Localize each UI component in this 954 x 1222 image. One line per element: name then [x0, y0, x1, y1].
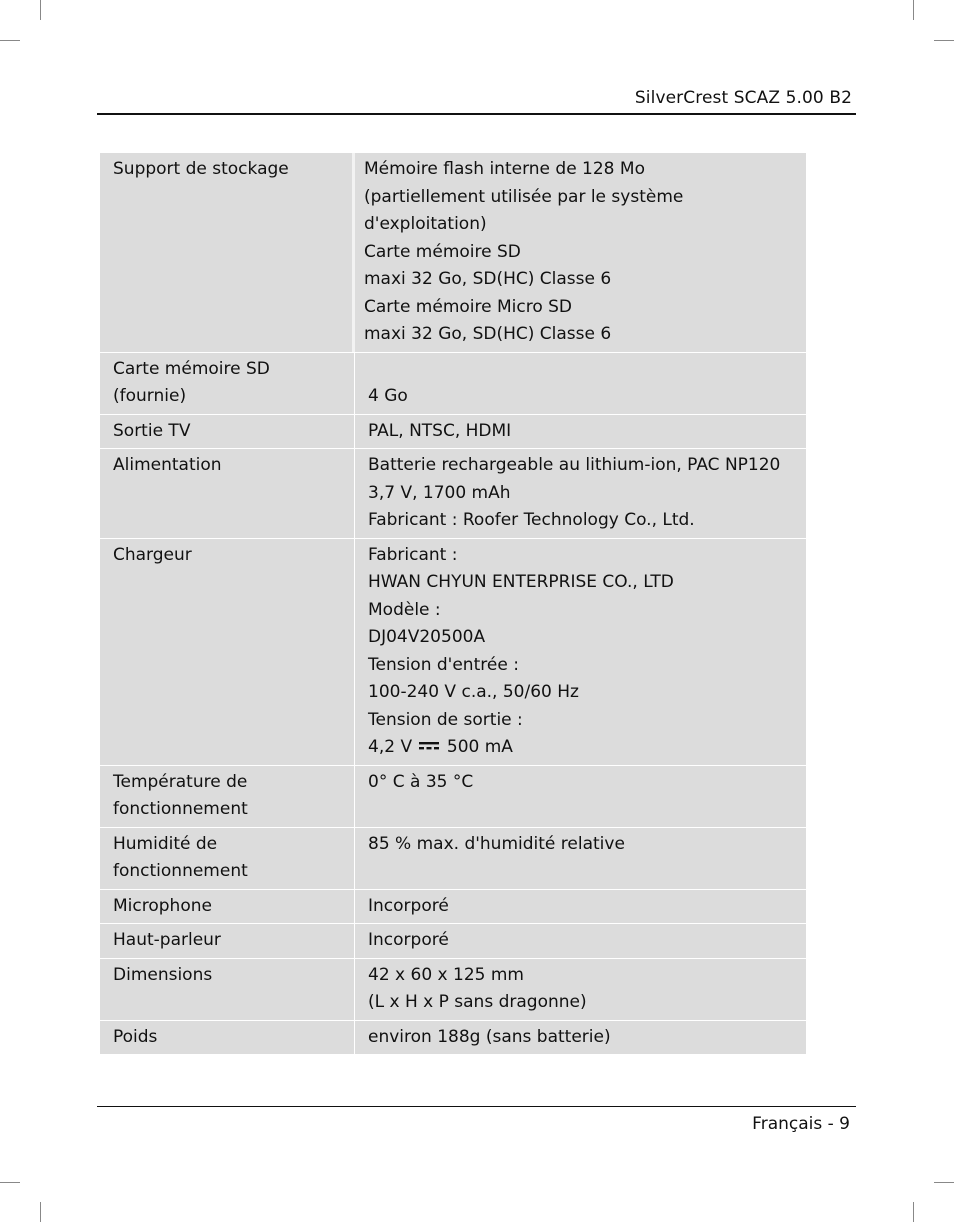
spec-value-line: Fabricant :: [368, 544, 458, 565]
table-row: [100, 828, 806, 889]
table-row: [100, 539, 806, 765]
spec-label: [100, 890, 355, 924]
crop-mark: [913, 0, 914, 20]
spec-label-line: Humidité de: [113, 833, 218, 854]
spec-label-line: Poids: [113, 1026, 158, 1047]
spec-value: [355, 449, 806, 538]
spec-value-line: Modèle :: [368, 599, 441, 620]
spec-value-line: maxi 32 Go, SD(HC) Classe 6: [364, 269, 612, 289]
table-row: [100, 415, 806, 449]
spec-label-line: Chargeur: [113, 544, 192, 565]
table-row: [100, 924, 806, 958]
spec-value-line: Tension d'entrée :: [368, 654, 519, 675]
spec-label: [100, 959, 355, 1020]
spec-value-line: environ 188g (sans batterie): [368, 1026, 611, 1047]
spec-value: [355, 1021, 806, 1055]
spec-label: [100, 766, 355, 827]
page-header-title: SilverCrest SCAZ 5.00 B2: [634, 88, 852, 108]
crop-mark: [913, 1202, 914, 1222]
footer-rule: [97, 1106, 856, 1107]
table-row: [100, 890, 806, 924]
spec-label-line: Support de stockage: [113, 159, 289, 179]
spec-label-line: fonctionnement: [113, 799, 248, 819]
crop-mark: [934, 1182, 954, 1183]
spec-value: [355, 828, 806, 889]
spec-value-line: maxi 32 Go, SD(HC) Classe 6: [364, 324, 612, 344]
spec-value: [355, 766, 806, 827]
crop-mark: [0, 40, 20, 41]
spec-value-line: (partiellement utilisée par le système d'exploitation): [364, 186, 684, 234]
spec-value: [355, 890, 806, 924]
page-footer-label: Français - 9: [752, 1114, 850, 1134]
spec-label-line: (fournie): [113, 386, 187, 406]
spec-label: [100, 353, 355, 414]
spec-value-line: PAL, NTSC, HDMI: [368, 420, 512, 441]
spec-label-line: Sortie TV: [113, 420, 191, 441]
spec-label-line: Dimensions: [113, 964, 213, 985]
table-row: [100, 959, 806, 1020]
spec-value-line: 100-240 V c.a., 50/60 Hz: [368, 682, 579, 702]
spec-value-line: Fabricant : Roofer Technology Co., Ltd.: [368, 510, 695, 530]
spec-value-line: Batterie rechargeable au lithium-ion, PAC NP120: [368, 455, 781, 475]
spec-value-line: HWAN CHYUN ENTERPRISE CO., LTD: [368, 572, 674, 592]
spec-table: [100, 152, 806, 1055]
spec-label: [100, 449, 355, 538]
spec-label: [100, 924, 355, 958]
spec-value-line: Carte mémoire SD: [364, 241, 521, 262]
spec-label: [100, 415, 355, 449]
crop-mark: [40, 0, 41, 20]
spec-value-line: DJ04V20500A: [368, 627, 486, 647]
spec-value: [355, 415, 806, 449]
spec-value: [355, 959, 806, 1020]
spec-value-line: Tension de sortie :: [368, 709, 523, 730]
crop-mark: [934, 40, 954, 41]
table-row: [100, 449, 806, 538]
table-row: [100, 153, 806, 352]
spec-value-line-output: [368, 734, 798, 762]
spec-value-line: 4 Go: [368, 385, 408, 406]
output-voltage: 4,2 V: [368, 737, 413, 757]
spec-label-line: fonctionnement: [113, 861, 248, 881]
spec-value: [355, 353, 806, 414]
table-row: [100, 353, 806, 414]
spec-value-line: 3,7 V, 1700 mAh: [368, 482, 511, 503]
spec-label-line: Microphone: [113, 895, 212, 916]
spec-value: [355, 924, 806, 958]
header-rule: [97, 113, 856, 115]
spec-value-line: Incorporé: [368, 895, 449, 916]
crop-mark: [0, 1182, 20, 1183]
table-row: [100, 766, 806, 827]
spec-value: [355, 539, 806, 765]
spec-label: [100, 828, 355, 889]
spec-value-line: 42 x 60 x 125 mm: [368, 964, 524, 985]
spec-label: [100, 539, 355, 765]
direct-current-icon: [419, 741, 439, 751]
crop-mark: [40, 1202, 41, 1222]
spec-value-line: 0° C à 35 °C: [368, 771, 474, 792]
spec-label: [100, 1021, 355, 1055]
spec-value-line: Mémoire flash interne de 128 Mo: [364, 159, 645, 179]
spec-value-line: (L x H x P sans dragonne): [368, 992, 587, 1012]
spec-label-line: Température de: [113, 771, 248, 792]
spec-value-line: Carte mémoire Micro SD: [364, 296, 573, 317]
spec-label-line: Carte mémoire SD: [113, 358, 270, 379]
spec-label-line: Haut-parleur: [113, 930, 221, 950]
spec-value-line: 85 % max. d'humidité relative: [368, 833, 625, 854]
spec-label: [100, 153, 355, 352]
spec-label-line: Alimentation: [113, 455, 222, 475]
spec-value-line: Incorporé: [368, 930, 449, 950]
table-row: [100, 1021, 806, 1055]
spec-value: [355, 153, 806, 352]
output-current: 500 mA: [446, 737, 513, 757]
